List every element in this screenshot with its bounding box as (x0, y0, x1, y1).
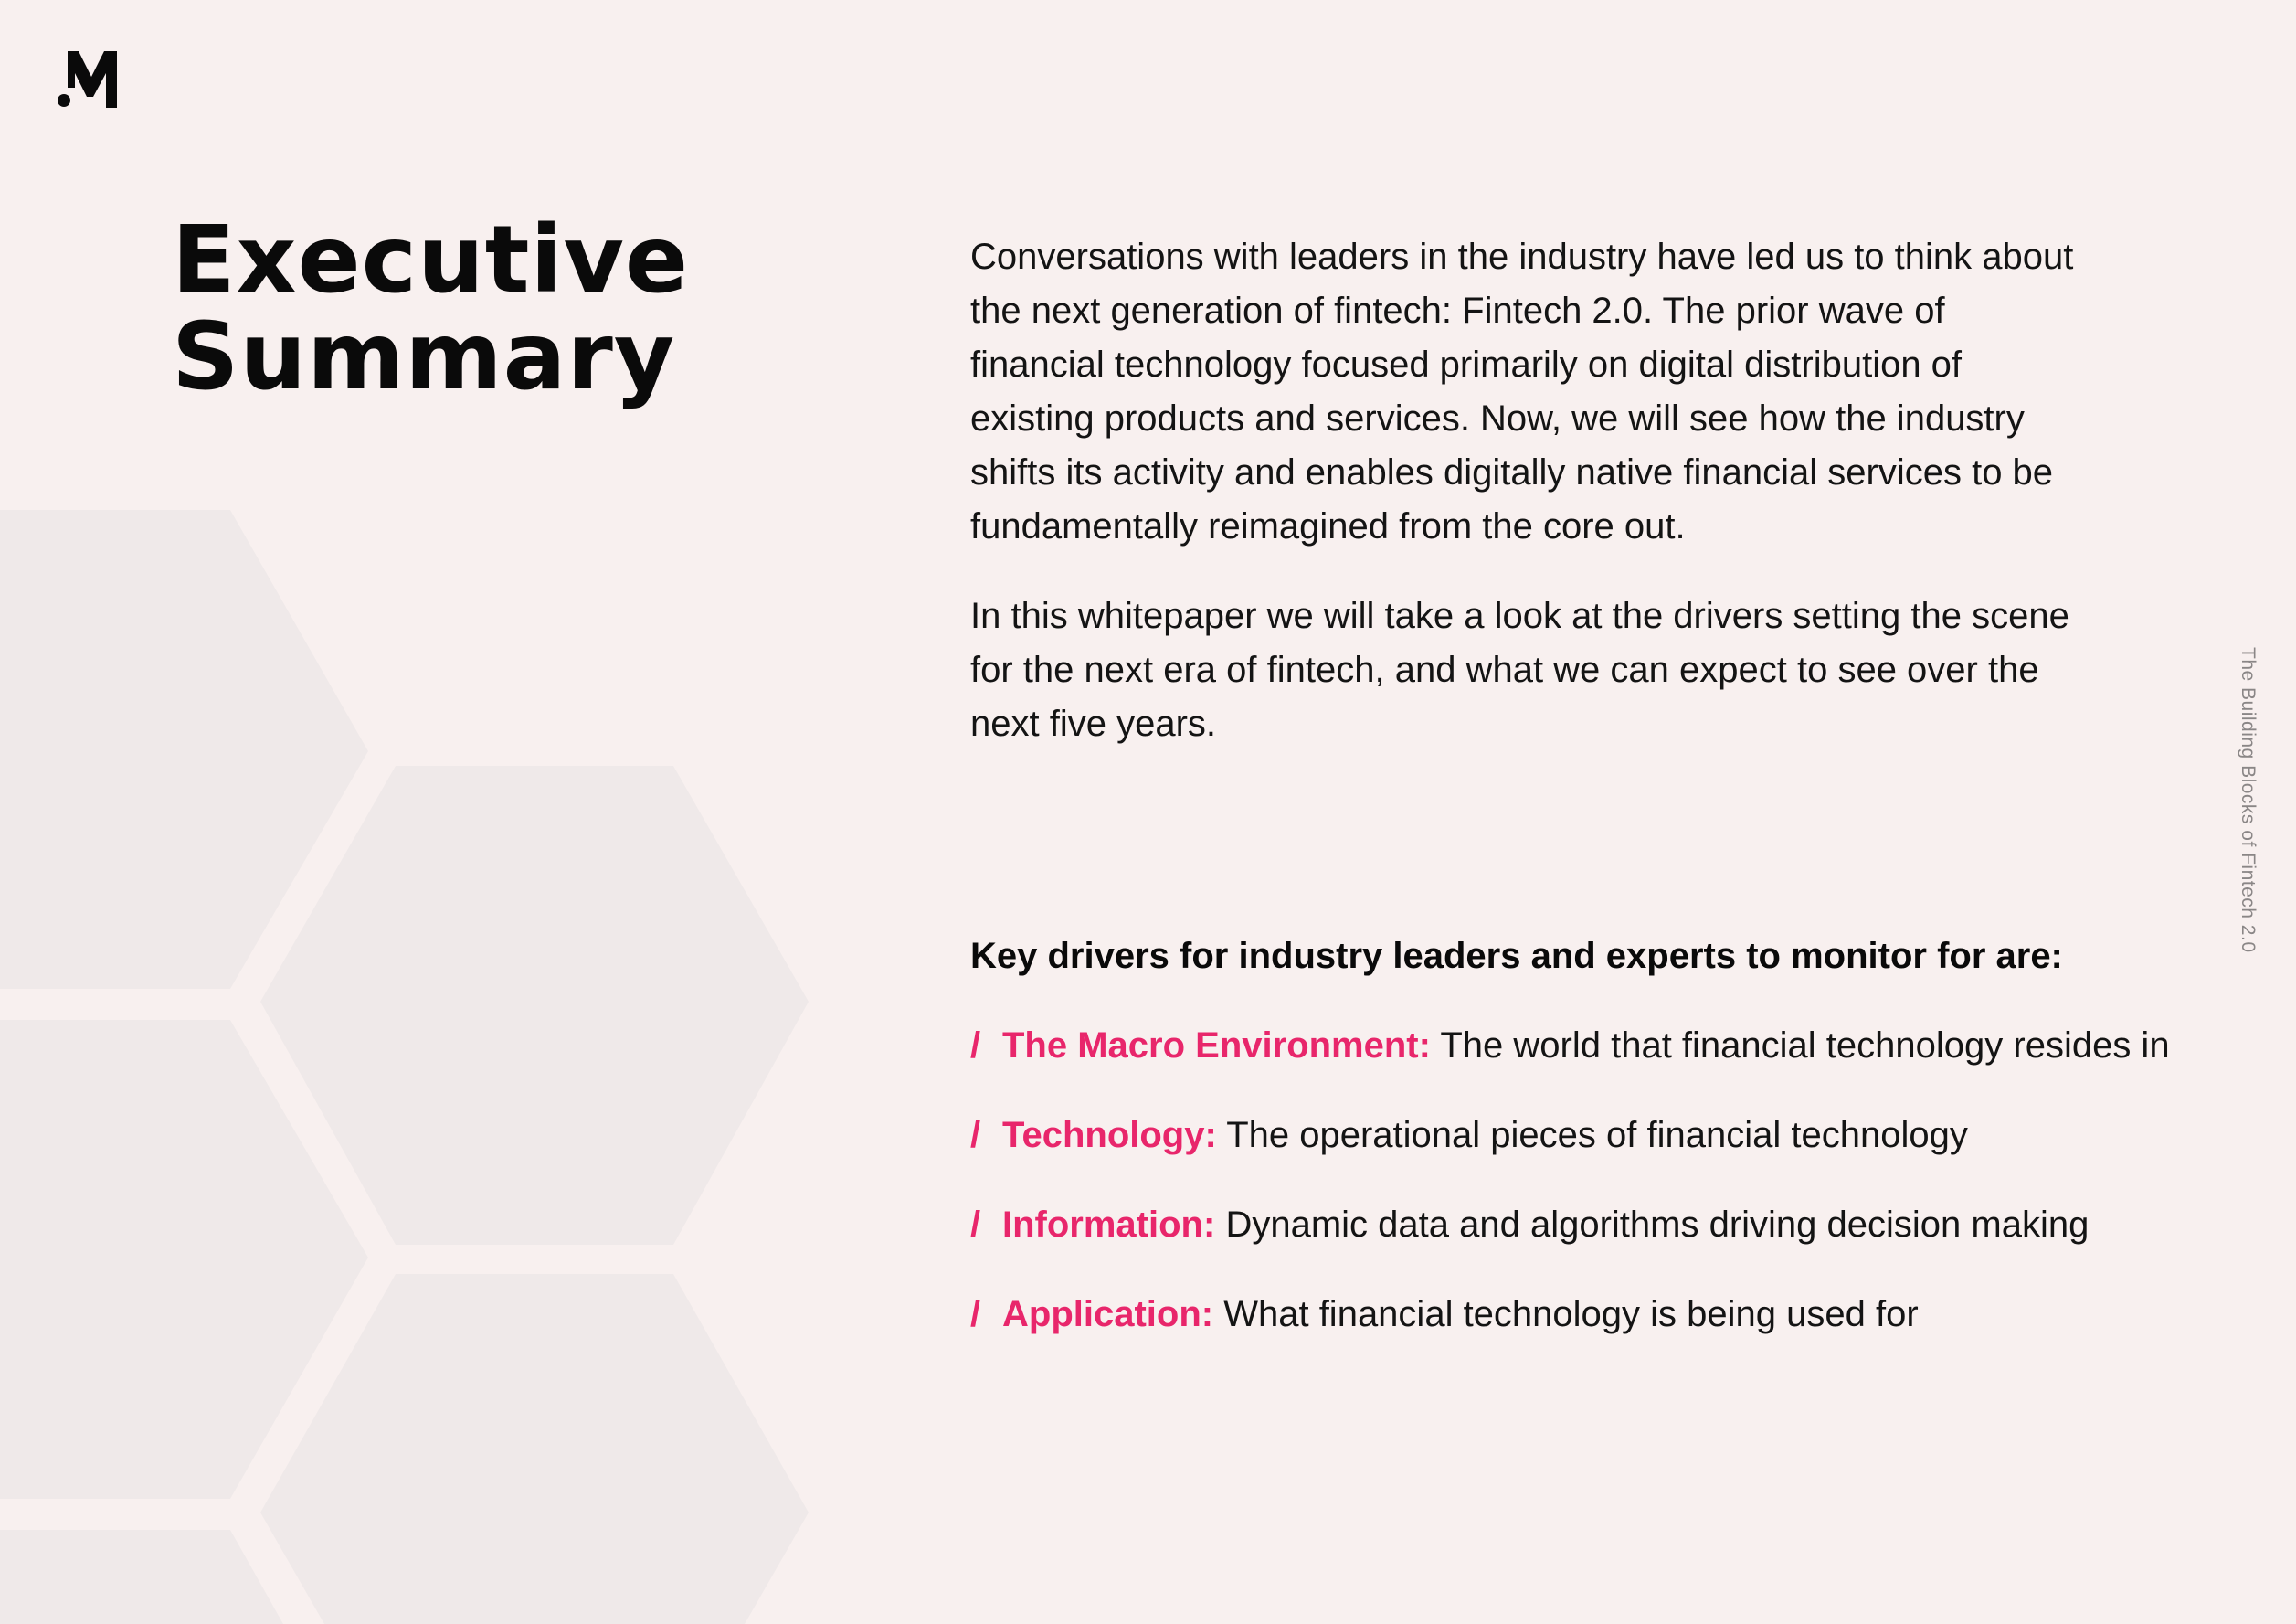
drivers-heading: Key drivers for industry leaders and experts to monitor for are: (970, 936, 2063, 976)
intro-paragraph-2: In this whitepaper we will take a look at the drivers setting the scene for the next era of fintech, and what we can expect to see over the next five years. (970, 596, 2069, 744)
m-logo-icon (57, 51, 121, 110)
hexagon-shape (0, 1530, 283, 1624)
summary-content (970, 230, 2170, 1377)
slash-bullet-icon: / (970, 1205, 981, 1245)
driver-item-application (970, 1288, 2190, 1342)
driver-label: Technology: (1002, 1115, 1217, 1155)
slash-bullet-icon: / (970, 1294, 981, 1334)
driver-item-information (970, 1198, 2190, 1252)
driver-item-technology (970, 1109, 2190, 1162)
page-title-line-2: Summary (172, 303, 676, 411)
driver-label: Application: (1002, 1294, 1214, 1334)
hexagon-shape (260, 766, 809, 1245)
driver-label: Information: (1002, 1205, 1216, 1245)
drivers-list (970, 1019, 2170, 1342)
driver-description: What financial technology is being used for (1223, 1294, 1919, 1334)
page-title (172, 206, 690, 411)
intro-paragraph-1: Conversations with leaders in the industry have led us to think about the next generation of fintech: Fintech 2.0. The prior wave of financial technology focused primarily on digital distribution of existing products and services. Now, we will see how the industry shifts its activity and enables digitally native financial services to be fundamentally reimagined from the core out. (970, 237, 2074, 547)
slash-bullet-icon: / (970, 1115, 981, 1155)
driver-description: The world that financial technology resides in (1440, 1025, 2170, 1066)
document-title-side-note: The Building Blocks of Fintech 2.0 (2238, 647, 2259, 953)
page-title-line-1: Executive (172, 206, 690, 314)
driver-label: The Macro Environment: (1002, 1025, 1431, 1066)
driver-description: The operational pieces of financial technology (1226, 1115, 1968, 1155)
hexagon-shape (260, 1274, 809, 1624)
driver-description: Dynamic data and algorithms driving decision making (1225, 1205, 2090, 1245)
driver-item-macro-environment (970, 1019, 2190, 1073)
slash-bullet-icon: / (970, 1025, 981, 1066)
